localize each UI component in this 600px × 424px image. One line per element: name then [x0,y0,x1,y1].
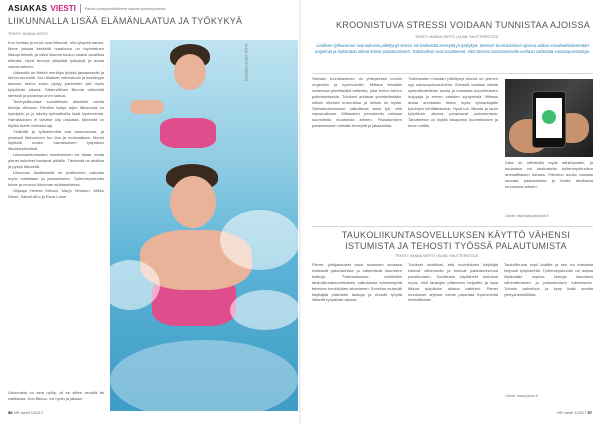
divider-line [312,73,593,74]
paragraph: Liikunnan lisäämisellä on positiivinen vaikutus myös mielialaan ja jaksamiseen. Työterveyshuolto tukee ja neuvoo liikunnan aloittamisessa. [8,169,104,187]
section-tagline: Palvelu yhteyshenkilömme tarjoaa työterveystietoa [84,6,166,11]
paragraph: Tulokset osoittivat, että sovelluksen käyttäjät istuivat vähemmän ja kokivat palautumisensa parantuneen. Sovellusta käyttäneet kertoivat myös, että taukojen pitäminen helpottui ja tapa liikkua työpäivän aikana vakiintui. Pienet muutokset arjessa voivat parantaa hyvinvointia merkittävästi. [408,262,498,303]
stress-text-col2 [408,76,498,222]
section-name: ASIAKAS [8,4,48,13]
paragraph: Taukoliikunta sopii kaikille ja sen voi toteuttaa helposti työpisteellä. Työterveyshuolto voi auttaa löytämään sopivia keinoja istumisen vähentämiseen ja palautumisen tukemiseen. Tutustu palveluun ja kysy lisää omalta yhteyshenkilöltäsi. [504,262,593,297]
water-splash [110,340,298,411]
paragraph: Kun kehtaa ja muut ovat liikkuvat, niin lyhyesti sanaa. Mene jaksaa keskellä maailmaa on myönteinen liikkuja keksiä, ja miksi liikunta kuuluu osaksi tavallista elämää. Hyvä terveys ylläpitää työkykyä ja antaa voimia arkeen. [8,40,104,69]
water-splash [220,210,298,270]
header-divider [80,4,81,13]
swimmer-face [170,176,216,228]
break-text-col2 [408,262,498,402]
stress-text-col1 [312,76,402,222]
left-text-column [8,40,104,390]
swimmer-photo [110,40,298,411]
article-title-stress: KROONISTUVA STRESSI VOIDAAN TUNNISTAA AJOISSA [336,20,591,30]
break-text-col3 [504,262,593,390]
phone-caption: Data on nähtävillä myös sähköpostiin, ja tuloksista voi keskustella työterveyshuollon ammattilaisen kanssa. Palvelun avulla voidaan seurata palautumista ja tehdä tarvittavia muutoksia arkeen. [505,160,593,189]
stress-source: Lähde: www.seppalankoti.fi [505,214,549,218]
paragraph: Stressin tunnistaminen on yhteydessä moniin ongelmiin ja hyvinvointiin. Mittaus tehdään ranteessa pidettävällä laitteella, joka kertoo kehon palautumisesta. Tulokset auttavat ymmärtämään, milloin elimistö kuormittuu ja milloin se lepää. Stressikokemukset vaikuttavat sekä työ- että vapaa-aikaan. Mittausten perusteella voidaan suunnitella muutoksia arkeen. Palautumisen parantaminen edistää terveyttä ja jaksamista. [312,76,402,129]
swimmer-arm [130,100,164,114]
section-accent: VIESTI [50,4,76,13]
phone-screen [536,98,562,138]
article-title-break: TAUKOLIIKUNTASOVELLUKSEN KÄYTTÖ VÄHENSI ISTUMISTA JA TEHOSTI TYÖSSÄ PALAUTUMISTA [341,230,571,251]
paragraph: Ohjaaja Helena Kirkola, Marjo Virtanen, Mikko Niemi, Sakari Alho ja Eeva Laine. [8,187,104,199]
magazine-name-left: HR viesti 1/2017 [13,410,43,415]
swimmer-face [174,54,206,90]
water-splash [230,290,298,330]
photo-credit: KUVA: VIESTI ARKISTO [244,44,248,82]
paragraph: Liikunnalla on aina hyöty, oli se sitten kevyttä tai rasittavaa. Kun liikkuu, voi hyvin ja jaksaa. [8,390,104,401]
section-header [8,4,166,13]
paragraph: Pienet, yhtäjaksoiset tauot istumisen lomassa edistävät palautumista ja vähentävät istumisen haittoja. Tutkimuksessa selvitettiin taukoliikuntasovelluksen vaikutuksia toimistotyötä tekevien henkilöiden istumiseen. Sovellus muistutti käyttäjää pitämään taukoja ja ehdotti lyhyitä liikkeitä työpäivän aikana. [312,262,402,303]
status-indicator [542,110,556,124]
paragraph: Liikkeellä on tärkeä merkitys työssä jaksamiselle ja kehon kunnolle. Kun lihakset vahvistuvat ja kestävyys kasvaa, kehon kunto pysyy paremmin yllä myös työpäivän aikana. Säännöllinen liikunta vähentää stressiä ja parantaa unen laatua. [8,69,104,99]
page-number-left: 56 [8,410,13,415]
footer-left [8,410,43,415]
article-title-left: LIIKUNNALLA LISÄÄ ELÄMÄNLAATUA JA TYÖKYKYÄ [8,16,243,26]
break-source: Lähde: www.julkari.fi [505,394,538,398]
paragraph: Tutkimusten mukaan pitkittynyt stressi on yleinen syy sairauspoissaoloihin. Stressiä voidaan mitata sykevälivaihtelun avulla ja tunnistaa kuormituksen huippuja jo ennen oireiden syntymistä. Mittaus antaa arvokasta tietoa myös työnantajalle työolojen kehittämiseksi. Hyvä uni, liikunta ja tauot työpäivän aikana parantavat palautumista. Tavoitteena on löytää tasapaino kuormituksen ja levon välillä. [408,76,498,129]
page-gutter [299,0,301,424]
paragraph: Liikuntatottumusten muuttaminen vie aikaa, mutta pienet askeleet kantavat pitkälle. Tärkeintä on aloittaa ja pysyä liikkeellä. [8,152,104,170]
article-byline-left: TEKSTI: HANNA VIIRTO [8,32,48,36]
phone-photo [505,79,593,157]
break-text-col1 [312,262,402,402]
article-lead-stress: Liiallisen työkuorman seurauksena pitkittynyt stressi voi heikentää terveyttä ja työkykyä. Stressin tunnistaminen ajoissa auttaa ennaltaehkäisemään ongelmia ja löytämään oikeat keinot palautumiseen. Tutkimukset ovat osoittaneet, että stressin tunnistamisella voidaan vähentää sairauspoissaoloja. [314,43,591,55]
paragraph: Ystäviltä ja työkavereilta saa kannustusta, ja yhdessä liikkuminen tuo iloa ja motivaatiota. Monet löytävät uuden harrastuksen työpaikan liikuntaryhmästä. [8,128,104,152]
swimsuit [160,118,216,148]
magazine-name-right: HR viesti 1/2017 [557,410,587,415]
article-byline-break: TEKSTI: HANNA VIIRTO | KUVA: SHUTTERSTOCK [395,254,479,258]
paragraph: Terveysliikuntaa suositellaan aikuisille useita kertoja viikossa. Pienikin lisäys arjen liikkeessä on hyödyksi, ja jo kävely työmatkoilla lisää hyvinvointia. Harrastuksen ei tarvitse olla raskasta, tärkeintä on löytää itselle mieluisa laji. [8,99,104,128]
footer-right [557,410,592,415]
page-number-right: 57 [587,410,592,415]
smartphone [532,91,566,148]
article-byline-stress: TEKSTI: HANNA VIIRTO | KUVA: SHUTTERSTOCK [415,35,499,39]
left-text-end [8,390,104,408]
divider-line [312,226,593,227]
